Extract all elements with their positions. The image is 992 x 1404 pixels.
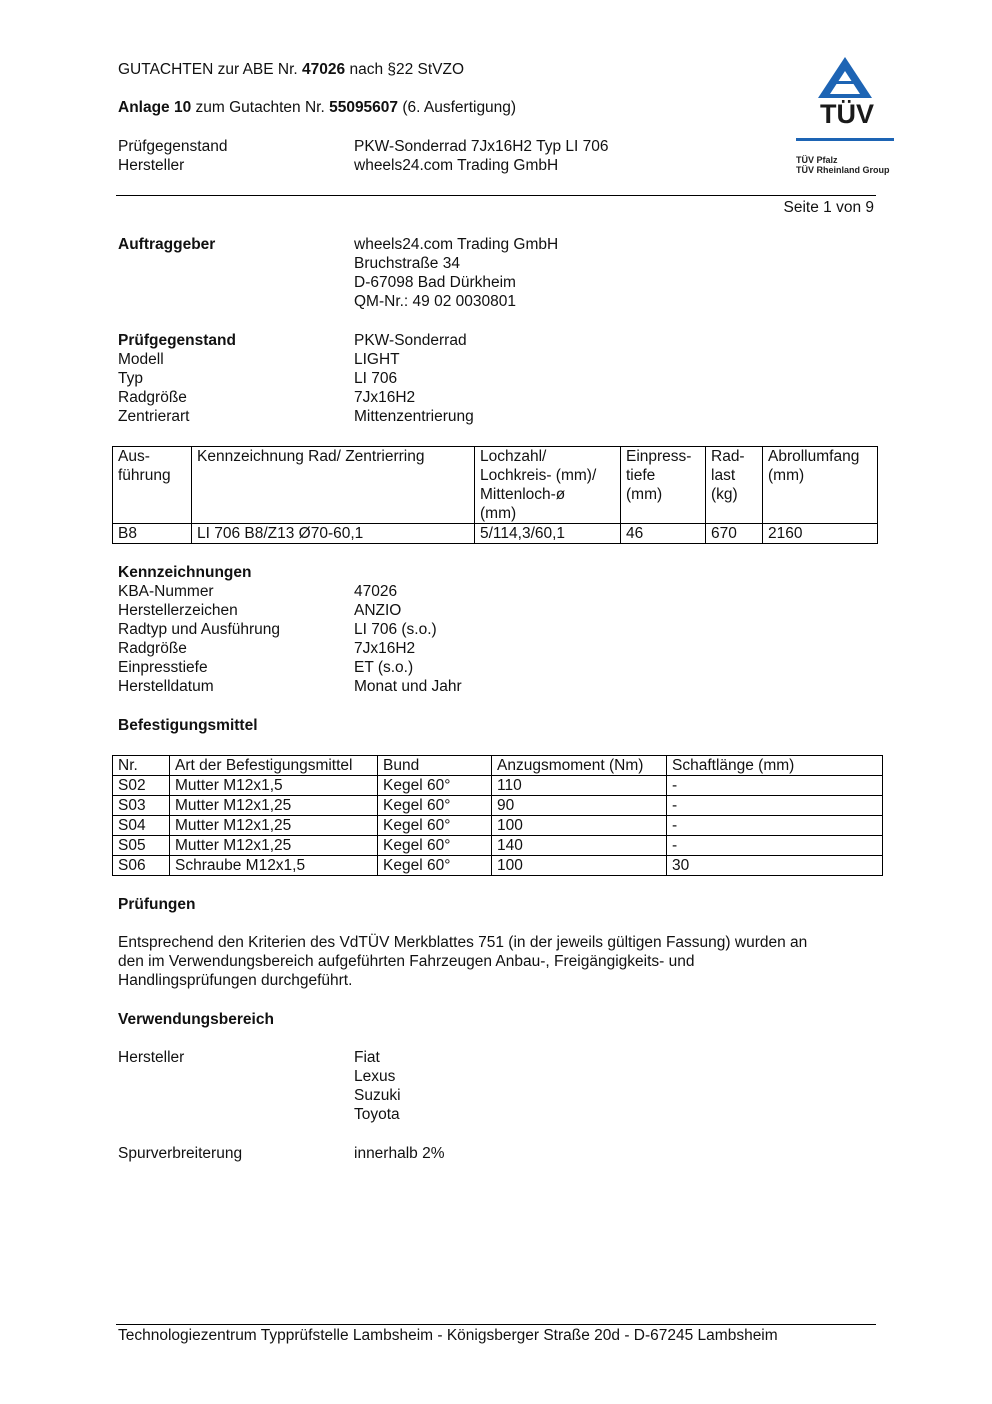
header-line: Kennzeichnung Rad/ Zentrierring bbox=[197, 448, 425, 465]
footer-divider bbox=[116, 1324, 876, 1325]
einpresstiefe-label: Einpresstiefe bbox=[118, 659, 208, 676]
header-line: Mittenloch-ø bbox=[480, 486, 566, 503]
tuv-triangle-icon bbox=[792, 54, 898, 100]
wheel-table bbox=[112, 446, 878, 544]
header-cell-bund: Bund bbox=[378, 756, 492, 776]
typ-label: Typ bbox=[118, 370, 143, 387]
pruefgegenstand-value: PKW-Sonderrad bbox=[354, 332, 467, 349]
tuv-logo-bar bbox=[796, 138, 894, 141]
table-row bbox=[113, 856, 883, 876]
header-anlage-line bbox=[118, 98, 516, 117]
table-row bbox=[113, 836, 883, 856]
tuv-logo-subtitle bbox=[796, 155, 890, 175]
header-hersteller-label: Hersteller bbox=[118, 157, 185, 174]
header-cell-anzugsmoment: Anzugsmoment (Nm) bbox=[492, 756, 667, 776]
header-divider bbox=[116, 195, 876, 196]
table-row bbox=[113, 796, 883, 816]
modell-label: Modell bbox=[118, 351, 164, 368]
header-line: Lochzahl/ bbox=[480, 448, 547, 465]
header-cell-ausfuehrung bbox=[113, 447, 192, 524]
radgroesse-label: Radgröße bbox=[118, 389, 187, 406]
herstellerzeichen-value: ANZIO bbox=[354, 602, 402, 619]
header-pruefgegenstand-label: Prüfgegenstand bbox=[118, 138, 228, 155]
paragraph-line: Handlingsprüfungen durchgeführt. bbox=[118, 972, 353, 989]
cell-art: Mutter M12x1,25 bbox=[170, 816, 378, 836]
header-abe-number: 47026 bbox=[302, 61, 346, 78]
cell-radlast: 670 bbox=[706, 524, 763, 544]
cell-bund: Kegel 60° bbox=[378, 776, 492, 796]
kennzeichnungen-heading: Kennzeichnungen bbox=[118, 564, 252, 581]
cell-bund: Kegel 60° bbox=[378, 796, 492, 816]
header-hersteller-value: wheels24.com Trading GmbH bbox=[354, 157, 559, 174]
herstelldatum-value: Monat und Jahr bbox=[354, 678, 462, 695]
cell-art: Schraube M12x1,5 bbox=[170, 856, 378, 876]
zentrierart-value: Mittenzentrierung bbox=[354, 408, 474, 425]
cell-anzugsmoment: 140 bbox=[492, 836, 667, 856]
einpresstiefe-value: ET (s.o.) bbox=[354, 659, 414, 676]
radtyp-value: LI 706 (s.o.) bbox=[354, 621, 437, 638]
header-pruefgegenstand-value: PKW-Sonderrad 7Jx16H2 Typ LI 706 bbox=[354, 138, 609, 155]
typ-value: LI 706 bbox=[354, 370, 398, 387]
radgroesse-value: 7Jx16H2 bbox=[354, 389, 416, 406]
cell-kennzeichnung: LI 706 B8/Z13 Ø70-60,1 bbox=[192, 524, 475, 544]
paragraph-line: den im Verwendungsbereich aufgeführten Fahrzeugen Anbau-, Freigängigkeits- und bbox=[118, 953, 695, 970]
cell-art: Mutter M12x1,5 bbox=[170, 776, 378, 796]
header-line: (mm) bbox=[480, 505, 517, 522]
verwendungsbereich-heading: Verwendungsbereich bbox=[118, 1011, 274, 1028]
cell-nr: S02 bbox=[113, 776, 170, 796]
cell-anzugsmoment: 90 bbox=[492, 796, 667, 816]
verwendung-hersteller-label: Hersteller bbox=[118, 1049, 185, 1066]
befestigung-heading: Befestigungsmittel bbox=[118, 717, 258, 734]
cell-bund: Kegel 60° bbox=[378, 816, 492, 836]
header-line: Lochkreis- (mm)/ bbox=[480, 467, 597, 484]
header-abe-suffix: nach §22 StVZO bbox=[345, 61, 465, 78]
cell-bund: Kegel 60° bbox=[378, 856, 492, 876]
auftraggeber-line: D-67098 Bad Dürkheim bbox=[354, 274, 516, 291]
kennzeichnungen-labels bbox=[118, 563, 280, 696]
cell-nr: S04 bbox=[113, 816, 170, 836]
radgroesse-value: 7Jx16H2 bbox=[354, 640, 416, 657]
header-cell-einpresstiefe bbox=[621, 447, 706, 524]
verwendung-hersteller-list bbox=[354, 1048, 401, 1124]
cell-anzugsmoment: 110 bbox=[492, 776, 667, 796]
pruefungen-paragraph bbox=[118, 933, 807, 990]
table-row bbox=[113, 776, 883, 796]
page-number: Seite 1 von 9 bbox=[783, 199, 874, 216]
header-cell-nr: Nr. bbox=[113, 756, 170, 776]
radgroesse-label: Radgröße bbox=[118, 640, 187, 657]
header-line: tiefe bbox=[626, 467, 656, 484]
pruefgegenstand-values bbox=[354, 331, 474, 426]
header-cell-abrollumfang bbox=[763, 447, 878, 524]
cell-schaftlaenge: - bbox=[667, 796, 883, 816]
tuv-sub-group: TÜV Rheinland Group bbox=[796, 165, 890, 175]
radtyp-label: Radtyp und Ausführung bbox=[118, 621, 281, 638]
cell-bund: Kegel 60° bbox=[378, 836, 492, 856]
header-cell-kennzeichnung bbox=[192, 447, 475, 524]
table-row bbox=[113, 816, 883, 836]
header-line: Aus- bbox=[118, 448, 150, 465]
cell-schaftlaenge: - bbox=[667, 816, 883, 836]
cell-art: Mutter M12x1,25 bbox=[170, 836, 378, 856]
pruefungen-heading: Prüfungen bbox=[118, 896, 196, 913]
spurverbreiterung-label: Spurverbreiterung bbox=[118, 1145, 243, 1162]
auftraggeber-label: Auftraggeber bbox=[118, 236, 216, 253]
cell-einpresstiefe: 46 bbox=[621, 524, 706, 544]
cell-nr: S05 bbox=[113, 836, 170, 856]
cell-abrollumfang: 2160 bbox=[763, 524, 878, 544]
header-cell-art: Art der Befestigungsmittel bbox=[170, 756, 378, 776]
list-item: Fiat bbox=[354, 1049, 380, 1066]
herstelldatum-label: Herstelldatum bbox=[118, 678, 214, 695]
paragraph-line: Entsprechend den Kriterien des VdTÜV Merkblattes 751 (in der jeweils gültigen Fassung) wurden an bbox=[118, 934, 808, 951]
modell-value: LIGHT bbox=[354, 351, 400, 368]
kennzeichnungen-values bbox=[354, 582, 462, 696]
cell-anzugsmoment: 100 bbox=[492, 856, 667, 876]
cell-lochzahl: 5/114,3/60,1 bbox=[475, 524, 621, 544]
pruefgegenstand-labels bbox=[118, 331, 236, 426]
header-line: (mm) bbox=[768, 467, 805, 484]
list-item: Suzuki bbox=[354, 1087, 401, 1104]
tuv-wordmark: TÜV bbox=[820, 99, 874, 129]
auftraggeber-line: wheels24.com Trading GmbH bbox=[354, 236, 559, 253]
cell-anzugsmoment: 100 bbox=[492, 816, 667, 836]
header-anlage-label: Anlage 10 bbox=[118, 99, 192, 116]
kba-label: KBA-Nummer bbox=[118, 583, 214, 600]
list-item: Toyota bbox=[354, 1106, 400, 1123]
tuv-logo bbox=[792, 54, 898, 178]
cell-schaftlaenge: - bbox=[667, 836, 883, 856]
cell-schaftlaenge: 30 bbox=[667, 856, 883, 876]
header-line: (kg) bbox=[711, 486, 738, 503]
spurverbreiterung-value: innerhalb 2% bbox=[354, 1145, 445, 1162]
header-anlage-mid: zum Gutachten Nr. bbox=[191, 99, 330, 116]
header-abe-line bbox=[118, 60, 464, 79]
list-item: Lexus bbox=[354, 1068, 396, 1085]
befestigung-table-header bbox=[113, 756, 883, 776]
tuv-sub-pfalz: TÜV Pfalz bbox=[796, 155, 838, 165]
cell-ausfuehrung: B8 bbox=[113, 524, 192, 544]
header-line: führung bbox=[118, 467, 171, 484]
header-line: Abrollumfang bbox=[768, 448, 860, 465]
kba-value: 47026 bbox=[354, 583, 398, 600]
auftraggeber-address bbox=[354, 235, 558, 311]
auftraggeber-line: Bruchstraße 34 bbox=[354, 255, 460, 272]
header-cell-schaftlaenge: Schaftlänge (mm) bbox=[667, 756, 883, 776]
befestigung-table bbox=[112, 755, 883, 876]
cell-nr: S06 bbox=[113, 856, 170, 876]
zentrierart-label: Zentrierart bbox=[118, 408, 190, 425]
pruefgegenstand-heading: Prüfgegenstand bbox=[118, 332, 236, 349]
footer-address: Technologiezentrum Typprüfstelle Lambsheim - Königsberger Straße 20d - D-67245 Lambsheim bbox=[118, 1327, 778, 1344]
table-row bbox=[113, 524, 878, 544]
header-anlage-suffix: (6. Ausfertigung) bbox=[398, 99, 517, 116]
header-line: Rad- bbox=[711, 448, 745, 465]
header-cell-radlast bbox=[706, 447, 763, 524]
header-cell-lochzahl bbox=[475, 447, 621, 524]
header-abe-prefix: GUTACHTEN zur ABE Nr. bbox=[118, 61, 303, 78]
cell-schaftlaenge: - bbox=[667, 776, 883, 796]
auftraggeber-line: QM-Nr.: 49 02 0030801 bbox=[354, 293, 516, 310]
cell-art: Mutter M12x1,25 bbox=[170, 796, 378, 816]
header-line: Einpress- bbox=[626, 448, 692, 465]
header-line: last bbox=[711, 467, 736, 484]
cell-nr: S03 bbox=[113, 796, 170, 816]
wheel-table-header bbox=[113, 447, 878, 524]
header-line: (mm) bbox=[626, 486, 663, 503]
herstellerzeichen-label: Herstellerzeichen bbox=[118, 602, 238, 619]
header-gutachten-number: 55095607 bbox=[329, 99, 399, 116]
